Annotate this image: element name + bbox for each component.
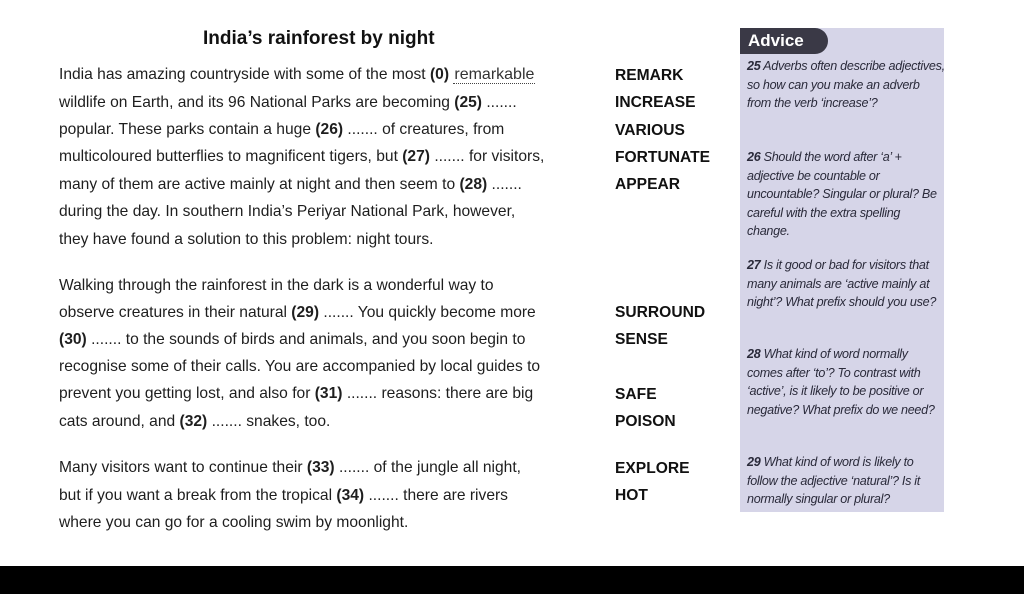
stem-word: VARIOUS bbox=[615, 122, 685, 139]
text-line: wildlife on Earth, and its 96 National Parks are becoming (25) ....... bbox=[59, 94, 517, 111]
text-line: during the day. In southern India’s Periyar National Park, however, bbox=[59, 203, 516, 220]
stem-word: HOT bbox=[615, 487, 648, 504]
stem-word: POISON bbox=[615, 413, 676, 430]
stem-word: FORTUNATE bbox=[615, 149, 710, 166]
advice-tip: 27 Is it good or bad for visitors that many animals are ‘active mainly at night’? What prefix should you use? bbox=[747, 258, 937, 309]
gap-number: (25) bbox=[454, 94, 482, 111]
stem-word: EXPLORE bbox=[615, 460, 690, 477]
answer-gap[interactable]: ....... bbox=[323, 304, 354, 321]
answer-gap[interactable]: ....... bbox=[91, 331, 122, 348]
example-answer: remarkable bbox=[454, 66, 535, 83]
advice-tip: 25 Adverbs often describe adjectives, so how can you make an adverb from the verb ‘increase’? bbox=[747, 59, 945, 110]
answer-gap[interactable]: ....... bbox=[346, 385, 378, 402]
gap-number: (30) bbox=[59, 331, 87, 348]
text-line: cats around, and (32) ....... snakes, too. bbox=[59, 413, 331, 430]
stem-word: APPEAR bbox=[615, 176, 680, 193]
text-line: many of them are active mainly at night and then seem to (28) ....... bbox=[59, 176, 522, 193]
answer-gap[interactable]: ....... bbox=[434, 148, 465, 165]
text-line: Walking through the rainforest in the dark is a wonderful way to bbox=[59, 277, 494, 294]
text-line: Many visitors want to continue their (33) ....... of the jungle all night, bbox=[59, 459, 522, 476]
gap-number: (34) bbox=[336, 487, 365, 504]
answer-gap[interactable]: ....... bbox=[347, 121, 378, 138]
stem-word: SAFE bbox=[615, 386, 657, 403]
advice-tip: 28 What kind of word normally comes after ‘to’? To contrast with ‘active’, is it likely to be positive or negative? What prefix do we need? bbox=[747, 347, 935, 417]
answer-gap[interactable]: ....... bbox=[486, 94, 517, 111]
stem-word: INCREASE bbox=[615, 94, 696, 111]
answer-gap[interactable]: ....... bbox=[211, 413, 242, 430]
advice-tip: 26 Should the word after ‘a’ + adjective be countable or uncountable? Singular or plural? Be careful with the extra spelling change. bbox=[747, 150, 937, 238]
stem-word: SENSE bbox=[615, 331, 668, 348]
gap-number: (26) bbox=[315, 121, 344, 138]
gap-number: (32) bbox=[179, 413, 208, 430]
page-title: India’s rainforest by night bbox=[203, 28, 435, 49]
text-line: but if you want a break from the tropical (34) ....... there are rivers bbox=[59, 487, 508, 504]
gap-number: (0) bbox=[429, 66, 450, 83]
text-line: India has amazing countryside with some of the most (0) remarkable bbox=[59, 66, 535, 83]
gap-number: (28) bbox=[459, 176, 488, 193]
gap-number: (31) bbox=[314, 385, 343, 402]
text-line: multicoloured butterflies to magnificent tigers, but (27) ....... for visitors, bbox=[59, 148, 545, 165]
text-line: they have found a solution to this problem: night tours. bbox=[59, 231, 434, 248]
stem-word: REMARK bbox=[615, 67, 684, 84]
text-line: where you can go for a cooling swim by moonlight. bbox=[59, 514, 409, 531]
gap-number: (27) bbox=[402, 148, 430, 165]
text-line: popular. These parks contain a huge (26) ....... of creatures, from bbox=[59, 121, 505, 138]
answer-gap[interactable]: ....... bbox=[368, 487, 399, 504]
text-line: (30) ....... to the sounds of birds and animals, and you soon begin to bbox=[59, 331, 526, 348]
answer-gap[interactable]: ....... bbox=[338, 459, 370, 476]
text-line: recognise some of their calls. You are accompanied by local guides to bbox=[59, 358, 541, 375]
text-line: observe creatures in their natural (29) ....... You quickly become more bbox=[59, 304, 536, 321]
advice-tip: 29 What kind of word is likely to follow the adjective ‘natural’? Is it normally singular or plural? bbox=[747, 455, 921, 506]
gap-number: (29) bbox=[291, 304, 320, 321]
stem-word: SURROUND bbox=[615, 304, 706, 321]
advice-heading: Advice bbox=[740, 28, 828, 54]
gap-number: (33) bbox=[306, 459, 335, 476]
answer-gap[interactable]: ....... bbox=[491, 176, 522, 193]
bottom-black-bar bbox=[0, 566, 1024, 594]
text-line: prevent you getting lost, and also for (31) ....... reasons: there are big bbox=[59, 385, 534, 402]
